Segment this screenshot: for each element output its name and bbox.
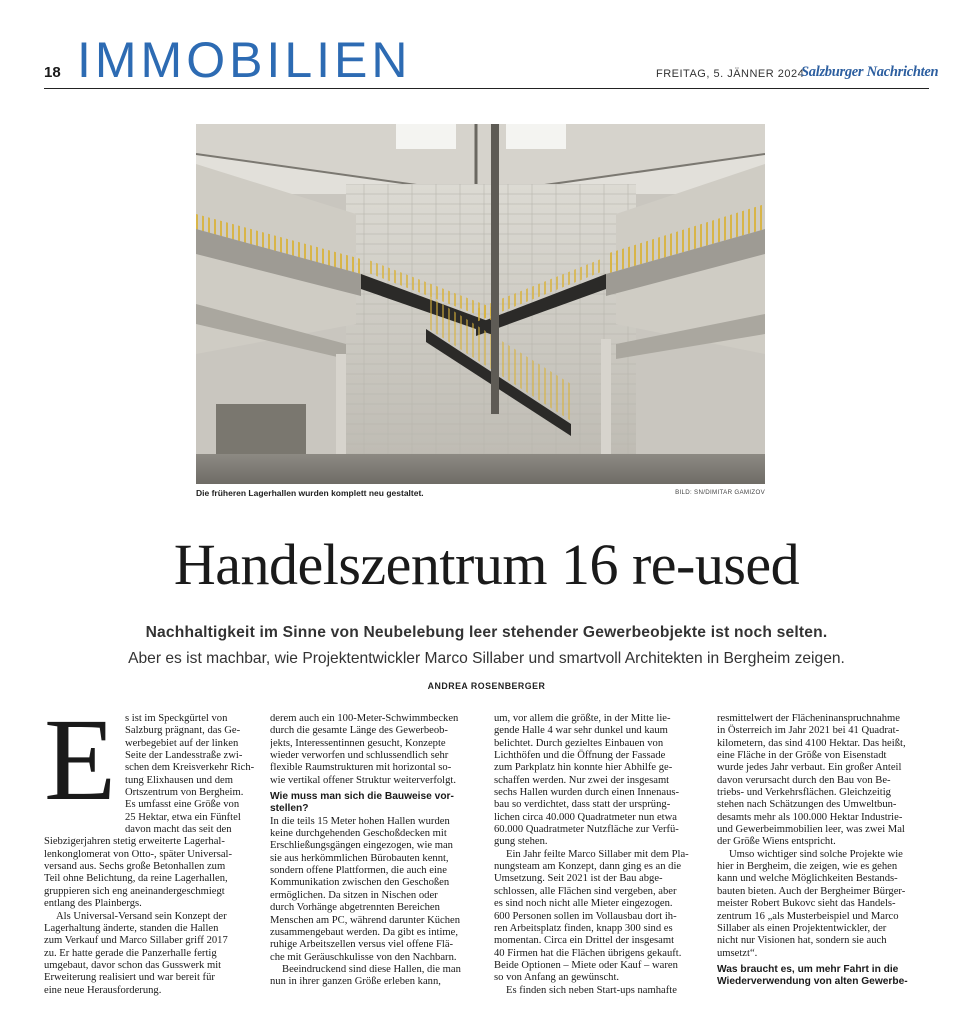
text-line: Ein Jahr feilte Marco Sillaber mit dem Pla-: [506, 848, 689, 860]
text-line: kann und welche Möglichkeiten Bestands-: [717, 873, 898, 885]
text-line: eine Fläche in der Größe von Eisenstadt: [717, 750, 887, 762]
text-line: Lichthöfen und die Öffnung der Fassade: [494, 750, 666, 762]
author-byline: ANDREA ROSENBERGER: [427, 681, 546, 691]
page-number: 18: [44, 64, 61, 81]
text-line: jekts, Interessentinnen gesucht, Konzepte: [270, 737, 446, 749]
text-line: schlossen, alle Flächen sind vergeben, aber: [494, 885, 677, 897]
photo-caption: Die früheren Lagerhallen wurden komplett neu gestaltet.: [196, 488, 424, 498]
article-column-3: [494, 713, 706, 1013]
text-line: ren Arbeitsplatz finden, knapp 300 sind es: [494, 922, 673, 934]
lede-line-2: Aber es ist machbar, wie Projektentwickler Marco Sillaber und smartvoll Architekten in Bergheim zeigen.: [128, 650, 845, 667]
text-line: gung stehen.: [494, 836, 548, 848]
text-line: Erschließungsgängen eingezogen, wie man: [270, 840, 453, 852]
column-3-text: [494, 713, 706, 997]
text-line: belichtet. Durch gezieltes Einbauen von: [494, 737, 664, 749]
text-line: schaffen werden. Nur zwei der insgesamt: [494, 774, 670, 786]
hall-interior-photo: [196, 124, 765, 484]
text-line: resmittelwert der Flächeninanspruchnahme: [717, 713, 900, 724]
text-line: wieder verworfen und schlussendlich sehr: [270, 750, 449, 762]
text-line: um, vor allem die größte, in der Mitte lie-: [494, 713, 671, 724]
text-line: Beide Optionen – Miete oder Kauf – waren: [494, 959, 678, 971]
text-line: che mit Geräuschkulisse von den Nachbarn.: [270, 951, 457, 963]
text-line: sie aus herkömmlichen Bürobauten kennt,: [270, 852, 449, 864]
text-line: 600 Personen sollen im Vollausbau dort ih-: [494, 910, 677, 922]
text-line: entlang des Plainbergs.: [44, 898, 142, 910]
subheading-line: Wiederverwendung von alten Gewerbe-: [717, 976, 908, 988]
text-line: 40 Firmen hat die Flächen übrigens gekauft.: [494, 947, 682, 959]
text-line: flexible Raumstrukturen mit horizontal so-: [270, 762, 452, 774]
text-line: der Größe Wiens entspricht.: [717, 836, 836, 848]
text-line: desamts mehr als 100.000 Hektar Industrie-: [717, 811, 903, 823]
newspaper-logo: Salzburger Nachrichten: [801, 64, 939, 80]
text-line: Seite der Landesstraße zwi-: [125, 750, 243, 762]
text-line: Siebzigerjahren stetig erweiterte Lagerhal-: [44, 836, 225, 848]
issue-date: FREITAG, 5. JÄNNER 2024: [656, 68, 805, 80]
article-headline: Handelszentrum 16 re-used: [173, 532, 800, 597]
text-line: Salzburg prägnant, das Ge-: [125, 725, 241, 737]
text-line: tung Elixhausen und dem: [125, 774, 233, 786]
text-line: davon macht das seit den: [125, 824, 232, 836]
text-line: zu. Er hatte gerade die Panzerhalle fertig: [44, 947, 217, 959]
text-line: zusammengebaut werden. Da gibt es intime,: [270, 926, 458, 938]
text-line: gruppieren sich eng aneinandergeschmiegt: [44, 885, 225, 897]
text-line: gende Halle 4 war sehr dunkel und kaum: [494, 725, 668, 737]
article-column-1: [44, 713, 256, 1013]
text-line: Menschen am PC, während darunter Küchen: [270, 914, 461, 926]
text-line: ruhige Arbeitszellen versus viel offene Flä-: [270, 939, 454, 951]
lede-line-1: Nachhaltigkeit im Sinne von Neubelebung leer stehender Gewerbeobjekte ist noch selten.: [145, 624, 828, 641]
text-line: wie vertikal offener Struktur weiterverfolgt.: [270, 774, 457, 786]
text-line: Als Universal-Versand sein Konzept der: [56, 910, 227, 922]
text-line: nicht nur Visionen hat, sondern sie auch: [717, 935, 887, 947]
text-line: versand aus. Sechs große Betonhallen zum: [44, 861, 226, 873]
article-column-4: [717, 713, 929, 1013]
hall-interior-illustration: [196, 124, 765, 484]
text-line: umsetzt“.: [717, 947, 758, 959]
text-line: momentan. Circa ein Drittel der insgesamt: [494, 935, 675, 947]
text-line: Es finden sich neben Start-ups namhafte: [506, 984, 677, 996]
photo-credit: BILD: SN/DIMITAR GAMIZOV: [675, 489, 765, 496]
text-line: kilometern, das sind 4100 Hektar. Das heißt,: [717, 737, 906, 749]
text-line: durch Vorhänge abgetrennten Bereichen: [270, 902, 440, 914]
text-line: stehen nach Schätzungen des Umweltbun-: [717, 799, 897, 811]
text-line: zentrum 16 „als Musterbeispiel und Marco: [717, 910, 899, 922]
text-line: Sillaber als einen Projektentwickler, der: [717, 922, 887, 934]
text-line: triebs- und Verkehrsflächen. Gleichzeitig: [717, 787, 891, 799]
text-line: Teil ohne Belichtung, da reine Lagerhallen,: [44, 873, 228, 885]
text-line: eine neue Herausforderung.: [44, 984, 162, 996]
text-line: bauten bieten. Auch der Bergheimer Bürger-: [717, 885, 906, 897]
header-rule: [44, 88, 929, 89]
text-line: schen dem Kreisverkehr Rich-: [125, 762, 255, 774]
text-line: Beeindruckend sind diese Hallen, die man: [282, 963, 461, 975]
text-line: ermöglichen. Da sitzen in Nischen oder: [270, 889, 438, 901]
text-line: umgebaut, davor schon das Gusswerk mit: [44, 959, 222, 971]
text-line: Kommunikation zwischen den Geschoßen: [270, 877, 450, 889]
text-line: hier in Bergheim, die zeigen, wie es gehen: [717, 861, 898, 873]
text-line: lichen circa 40.000 Quadratmeter nun etwa: [494, 811, 677, 823]
text-line: davon verursacht durch den Bau von Be-: [717, 774, 891, 786]
text-line: Erweiterung realisiert und war bereit für: [44, 972, 215, 984]
text-line: Umsetzung. Seit 2021 ist der Bau abge-: [494, 873, 663, 885]
text-line: und Gewerbeimmobilien leer, was zwei Mal: [717, 824, 905, 836]
text-line: bau so verdichtet, dass statt der ursprüng-: [494, 799, 671, 811]
subheading-line: stellen?: [270, 803, 309, 815]
text-line: s ist im Speckgürtel von: [125, 713, 228, 724]
text-line: zum Parkplatz hin konnte hier Abhilfe ge-: [494, 762, 673, 774]
subheading-line: Was braucht es, um mehr Fahrt in die: [717, 963, 899, 975]
subheading-line: Wie muss man sich die Bauweise vor-: [270, 791, 454, 803]
text-line: sondern offene Plattformen, die auch eine: [270, 865, 447, 877]
column-2-text: [270, 713, 482, 989]
section-title: IMMOBILIEN: [77, 32, 412, 88]
article-column-2: [270, 713, 482, 1013]
text-line: es sind noch nicht alle Mieter eingezogen.: [494, 898, 673, 910]
text-line: meister Robert Bukovc sieht das Handels-: [717, 898, 896, 910]
text-line: durch die gesamte Länge des Gewerbeob-: [270, 725, 448, 737]
text-line: 60.000 Quadratmeter Nutzfläche zur Verfü-: [494, 824, 679, 836]
text-line: zum Verkauf und Marco Sillaber griff 2017: [44, 935, 228, 947]
text-line: so von Anfang an gewünscht.: [494, 972, 620, 984]
drop-cap: E: [44, 713, 117, 825]
text-line: lenkonglomerat von Otto-, später Universal-: [44, 848, 232, 860]
text-line: keine durchgehenden Geschoßdecken mit: [270, 828, 447, 840]
text-line: derem auch ein 100-Meter-Schwimmbecken: [270, 713, 459, 724]
text-line: nungsteam am Konzept, dann ging es an die: [494, 861, 682, 873]
column-4-text: [717, 713, 929, 989]
text-line: nun in ihrer ganzen Größe erleben kann,: [270, 976, 441, 988]
text-line: werbegebiet auf der linken: [125, 737, 239, 749]
text-line: Lagerhaltung änderte, standen die Hallen: [44, 922, 219, 934]
text-line: In die teils 15 Meter hohen Hallen wurden: [270, 815, 450, 827]
text-line: Ortszentrum von Bergheim.: [125, 787, 244, 799]
text-line: 25 Hektar, etwa ein Fünftel: [125, 811, 241, 823]
text-line: in Österreich im Jahr 2021 bei 41 Quadrat-: [717, 725, 900, 737]
text-line: wurde jedes Jahr verbaut. Ein großer Anteil: [717, 762, 902, 774]
text-line: Es umfasst eine Größe von: [125, 799, 240, 811]
text-line: Umso wichtiger sind solche Projekte wie: [729, 848, 903, 860]
text-line: sechs Hallen wurden durch einen Innenaus-: [494, 787, 680, 799]
